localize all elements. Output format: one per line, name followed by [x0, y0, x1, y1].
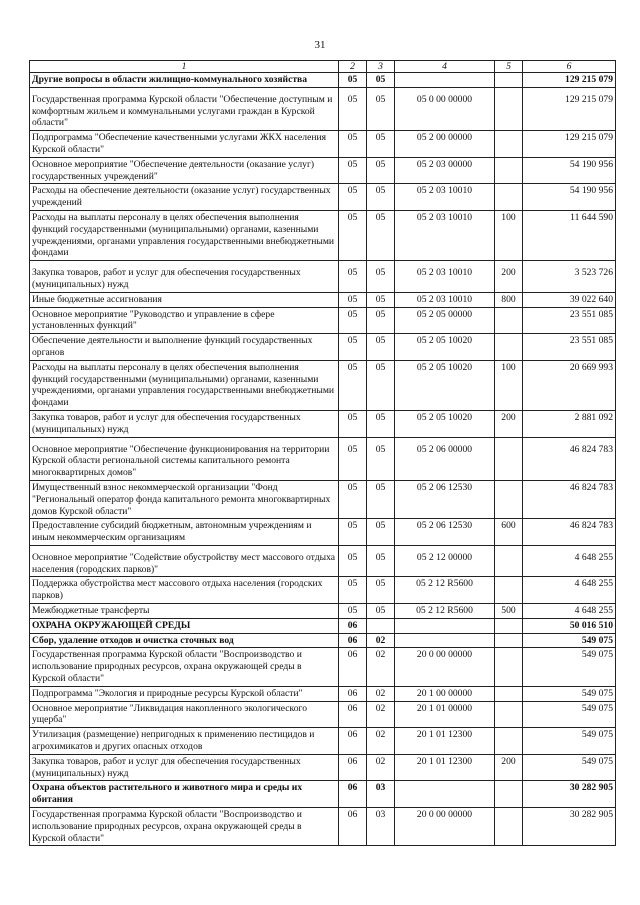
- table-row: [30, 633, 616, 648]
- cell-section: 06: [339, 633, 367, 648]
- cell-subsection: 05: [367, 184, 395, 211]
- header-cell-expense-type: 5: [495, 61, 523, 73]
- cell-section: 05: [339, 87, 367, 130]
- cell-section: 05: [339, 480, 367, 518]
- cell-target-article: [395, 781, 495, 808]
- cell-target-article: 05 2 03 10010: [395, 210, 495, 260]
- budget-table: [29, 60, 616, 846]
- cell-amount: 2 881 092: [523, 410, 616, 437]
- cell-subsection: 05: [367, 210, 395, 260]
- cell-name: Охрана объектов растительного и животного мира и среды их обитания: [30, 781, 339, 808]
- cell-section: 05: [339, 437, 367, 480]
- cell-expense-type: [495, 87, 523, 130]
- cell-expense-type: [495, 157, 523, 184]
- cell-amount: 549 075: [523, 648, 616, 686]
- table-row: [30, 87, 616, 130]
- cell-section: 05: [339, 210, 367, 260]
- header-cell-amount: 6: [523, 61, 616, 73]
- cell-subsection: 05: [367, 334, 395, 361]
- table-row: [30, 728, 616, 755]
- table-row: [30, 480, 616, 518]
- table-row: [30, 808, 616, 846]
- cell-name: ОХРАНА ОКРУЖАЮЩЕЙ СРЕДЫ: [30, 618, 339, 633]
- cell-subsection: 03: [367, 808, 395, 846]
- cell-subsection: 05: [367, 410, 395, 437]
- cell-expense-type: [495, 334, 523, 361]
- cell-amount: 4 648 255: [523, 545, 616, 577]
- cell-amount: 4 648 255: [523, 577, 616, 604]
- cell-amount: 23 551 085: [523, 307, 616, 334]
- table-row: [30, 184, 616, 211]
- cell-amount: 54 190 956: [523, 157, 616, 184]
- cell-expense-type: [495, 686, 523, 701]
- cell-subsection: 05: [367, 545, 395, 577]
- table-row: [30, 754, 616, 781]
- cell-subsection: 03: [367, 781, 395, 808]
- cell-name: Подпрограмма "Экология и природные ресурсы Курской области": [30, 686, 339, 701]
- cell-subsection: 05: [367, 73, 395, 88]
- cell-amount: 20 669 993: [523, 360, 616, 410]
- cell-target-article: 05 2 12 00000: [395, 545, 495, 577]
- cell-target-article: 05 0 00 00000: [395, 87, 495, 130]
- cell-target-article: 20 1 00 00000: [395, 686, 495, 701]
- cell-target-article: 20 0 00 00000: [395, 648, 495, 686]
- cell-expense-type: 600: [495, 519, 523, 546]
- cell-expense-type: 500: [495, 604, 523, 619]
- cell-subsection: 05: [367, 261, 395, 293]
- cell-section: 05: [339, 360, 367, 410]
- cell-section: 06: [339, 701, 367, 728]
- table-row: [30, 210, 616, 260]
- cell-name: Утилизация (размещение) непригодных к применению пестицидов и агрохимикатов и других опасных отходов: [30, 728, 339, 755]
- cell-amount: 54 190 956: [523, 184, 616, 211]
- cell-expense-type: 100: [495, 360, 523, 410]
- cell-name: Государственная программа Курской области "Воспроизводство и использование природных ресурсов, охрана окружающей среды в Курской области": [30, 648, 339, 686]
- cell-target-article: 05 2 06 12530: [395, 480, 495, 518]
- cell-subsection: 02: [367, 648, 395, 686]
- cell-subsection: 05: [367, 87, 395, 130]
- cell-amount: 46 824 783: [523, 437, 616, 480]
- table-row: [30, 519, 616, 546]
- cell-target-article: [395, 633, 495, 648]
- cell-subsection: 05: [367, 577, 395, 604]
- cell-expense-type: [495, 808, 523, 846]
- cell-section: 05: [339, 307, 367, 334]
- table-row: [30, 781, 616, 808]
- cell-target-article: 05 2 03 10010: [395, 292, 495, 307]
- header-cell-section: 2: [339, 61, 367, 73]
- cell-expense-type: [495, 633, 523, 648]
- cell-name: Закупка товаров, работ и услуг для обеспечения государственных (муниципальных) нужд: [30, 261, 339, 293]
- table-row: [30, 410, 616, 437]
- cell-subsection: 05: [367, 131, 395, 158]
- cell-name: Предоставление субсидий бюджетным, автономным учреждениям и иным некоммерческим организациям: [30, 519, 339, 546]
- cell-expense-type: 200: [495, 754, 523, 781]
- cell-section: 06: [339, 808, 367, 846]
- cell-section: 06: [339, 686, 367, 701]
- cell-name: Имущественный взнос некоммерческой организации "Фонд "Региональный оператор фонда капитального ремонта многоквартирных домов Курской области": [30, 480, 339, 518]
- cell-subsection: 05: [367, 157, 395, 184]
- table-row: [30, 131, 616, 158]
- cell-amount: 129 215 079: [523, 73, 616, 88]
- cell-name: Другие вопросы в области жилищно-коммунального хозяйства: [30, 73, 339, 88]
- table-row: [30, 604, 616, 619]
- cell-expense-type: 200: [495, 261, 523, 293]
- cell-section: 06: [339, 754, 367, 781]
- header-cell-subsection: 3: [367, 61, 395, 73]
- cell-section: 05: [339, 604, 367, 619]
- cell-subsection: 05: [367, 480, 395, 518]
- cell-expense-type: [495, 480, 523, 518]
- cell-section: 05: [339, 131, 367, 158]
- cell-section: 05: [339, 577, 367, 604]
- cell-target-article: 05 2 06 12530: [395, 519, 495, 546]
- cell-subsection: 02: [367, 686, 395, 701]
- table-row: [30, 292, 616, 307]
- cell-subsection: 05: [367, 360, 395, 410]
- cell-section: 05: [339, 292, 367, 307]
- cell-name: Сбор, удаление отходов и очистка сточных вод: [30, 633, 339, 648]
- cell-section: 06: [339, 618, 367, 633]
- cell-target-article: 05 2 05 00000: [395, 307, 495, 334]
- cell-subsection: 05: [367, 604, 395, 619]
- cell-name: Поддержка обустройства мест массового отдыха населения (городских парков): [30, 577, 339, 604]
- cell-amount: 23 551 085: [523, 334, 616, 361]
- cell-target-article: 05 2 06 00000: [395, 437, 495, 480]
- cell-expense-type: [495, 307, 523, 334]
- cell-expense-type: [495, 618, 523, 633]
- table-row: [30, 334, 616, 361]
- cell-name: Основное мероприятие "Содействие обустройству мест массового отдыха населения (городских парков)": [30, 545, 339, 577]
- cell-name: Основное мероприятие "Обеспечение функционирования на территории Курской области региональной системы капитального ремонта многоквартирных домов": [30, 437, 339, 480]
- cell-expense-type: 200: [495, 410, 523, 437]
- cell-section: 05: [339, 410, 367, 437]
- cell-target-article: 20 1 01 12300: [395, 728, 495, 755]
- cell-expense-type: [495, 781, 523, 808]
- table-row: [30, 73, 616, 88]
- table-row: [30, 648, 616, 686]
- cell-name: Основное мероприятие "Обеспечение деятельности (оказание услуг) государственных учреждений": [30, 157, 339, 184]
- cell-target-article: [395, 618, 495, 633]
- cell-subsection: [367, 618, 395, 633]
- cell-expense-type: [495, 728, 523, 755]
- table-row: [30, 701, 616, 728]
- cell-target-article: 05 2 05 10020: [395, 410, 495, 437]
- cell-section: 05: [339, 157, 367, 184]
- table-row: [30, 261, 616, 293]
- cell-section: 05: [339, 334, 367, 361]
- cell-expense-type: [495, 701, 523, 728]
- cell-amount: 549 075: [523, 701, 616, 728]
- cell-section: 05: [339, 545, 367, 577]
- cell-name: Государственная программа Курской области "Воспроизводство и использование природных ресурсов, охрана окружающей среды в Курской области": [30, 808, 339, 846]
- page-number: 31: [314, 39, 326, 51]
- cell-amount: 46 824 783: [523, 519, 616, 546]
- cell-section: 05: [339, 184, 367, 211]
- cell-subsection: 02: [367, 728, 395, 755]
- cell-expense-type: [495, 131, 523, 158]
- header-cell-name: 1: [30, 61, 339, 73]
- table-row: [30, 157, 616, 184]
- cell-amount: 4 648 255: [523, 604, 616, 619]
- cell-target-article: 05 2 05 10020: [395, 360, 495, 410]
- cell-subsection: 02: [367, 633, 395, 648]
- cell-target-article: 05 2 12 R5600: [395, 577, 495, 604]
- cell-subsection: 02: [367, 754, 395, 781]
- cell-target-article: 20 0 00 00000: [395, 808, 495, 846]
- table-header-row: [30, 61, 616, 73]
- cell-section: 06: [339, 781, 367, 808]
- cell-subsection: 02: [367, 701, 395, 728]
- cell-amount: 3 523 726: [523, 261, 616, 293]
- cell-expense-type: [495, 73, 523, 88]
- cell-expense-type: 800: [495, 292, 523, 307]
- cell-name: Государственная программа Курской области "Обеспечение доступным и комфортным жильем и коммунальными услугами граждан в Курской области": [30, 87, 339, 130]
- cell-target-article: 05 2 00 00000: [395, 131, 495, 158]
- cell-expense-type: [495, 437, 523, 480]
- cell-name: Расходы на выплаты персоналу в целях обеспечения выполнения функций государственными (муниципальными) органами, казенными учреждениями, органами управления государственными внебюджетными фондами: [30, 360, 339, 410]
- cell-name: Обеспечение деятельности и выполнение функций государственных органов: [30, 334, 339, 361]
- cell-name: Подпрограмма "Обеспечение качественными услугами ЖКХ населения Курской области": [30, 131, 339, 158]
- cell-target-article: 05 2 03 10010: [395, 261, 495, 293]
- cell-name: Межбюджетные трансферты: [30, 604, 339, 619]
- cell-expense-type: [495, 648, 523, 686]
- cell-expense-type: [495, 545, 523, 577]
- cell-amount: 50 016 510: [523, 618, 616, 633]
- cell-amount: 549 075: [523, 686, 616, 701]
- cell-name: Расходы на обеспечение деятельности (оказание услуг) государственных учреждений: [30, 184, 339, 211]
- cell-target-article: [395, 73, 495, 88]
- cell-section: 05: [339, 519, 367, 546]
- cell-target-article: 05 2 03 00000: [395, 157, 495, 184]
- cell-section: 06: [339, 728, 367, 755]
- cell-name: Иные бюджетные ассигнования: [30, 292, 339, 307]
- cell-amount: 39 022 640: [523, 292, 616, 307]
- cell-name: Закупка товаров, работ и услуг для обеспечения государственных (муниципальных) нужд: [30, 410, 339, 437]
- cell-expense-type: [495, 184, 523, 211]
- cell-name: Расходы на выплаты персоналу в целях обеспечения выполнения функций государственными (муниципальными) органами, казенными учреждениями, органами управления государственными внебюджетными фондами: [30, 210, 339, 260]
- table-row: [30, 437, 616, 480]
- cell-name: Закупка товаров, работ и услуг для обеспечения государственных (муниципальных) нужд: [30, 754, 339, 781]
- cell-amount: 30 282 905: [523, 808, 616, 846]
- cell-name: Основное мероприятие "Руководство и управление в сфере установленных функций": [30, 307, 339, 334]
- table-row: [30, 545, 616, 577]
- table-row: [30, 686, 616, 701]
- table-row: [30, 618, 616, 633]
- cell-amount: 46 824 783: [523, 480, 616, 518]
- cell-amount: 549 075: [523, 633, 616, 648]
- cell-amount: 549 075: [523, 728, 616, 755]
- cell-amount: 129 215 079: [523, 131, 616, 158]
- cell-target-article: 05 2 12 R5600: [395, 604, 495, 619]
- header-cell-target-article: 4: [395, 61, 495, 73]
- cell-target-article: 20 1 01 00000: [395, 701, 495, 728]
- cell-expense-type: 100: [495, 210, 523, 260]
- table-row: [30, 360, 616, 410]
- cell-section: 06: [339, 648, 367, 686]
- cell-expense-type: [495, 577, 523, 604]
- cell-section: 05: [339, 73, 367, 88]
- cell-subsection: 05: [367, 519, 395, 546]
- cell-target-article: 20 1 01 12300: [395, 754, 495, 781]
- cell-subsection: 05: [367, 307, 395, 334]
- cell-subsection: 05: [367, 437, 395, 480]
- cell-amount: 30 282 905: [523, 781, 616, 808]
- table-row: [30, 577, 616, 604]
- table-row: [30, 307, 616, 334]
- cell-section: 05: [339, 261, 367, 293]
- cell-target-article: 05 2 03 10010: [395, 184, 495, 211]
- cell-target-article: 05 2 05 10020: [395, 334, 495, 361]
- cell-amount: 549 075: [523, 754, 616, 781]
- cell-amount: 11 644 590: [523, 210, 616, 260]
- cell-subsection: 05: [367, 292, 395, 307]
- cell-name: Основное мероприятие "Ликвидация накопленного экологического ущерба": [30, 701, 339, 728]
- cell-amount: 129 215 079: [523, 87, 616, 130]
